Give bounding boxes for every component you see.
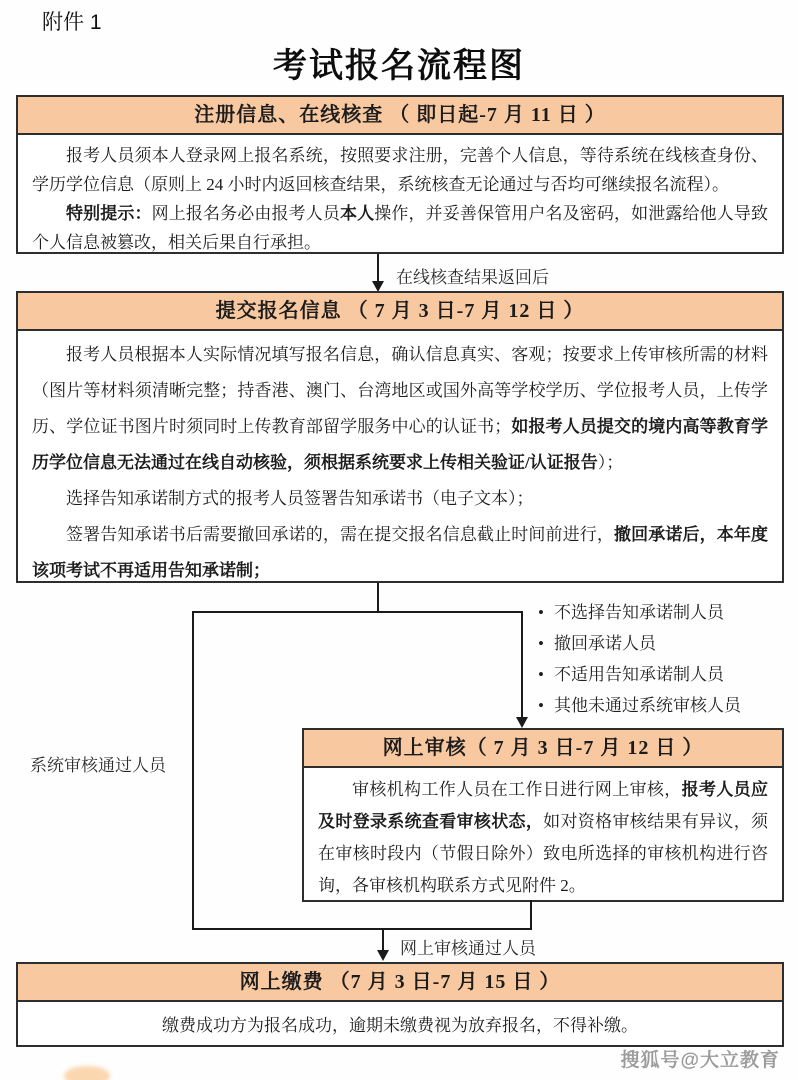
flow-connector-line bbox=[377, 254, 379, 282]
text-run: 特别提示： bbox=[66, 204, 152, 223]
text-run: 报考人员根据本人实际情况填写报名信息，确认信息真实、客观；按要求上传审核所需的材料（图片等材料须清晰完整；持香港、澳门、台湾地区或国外高等学校学历、学位报考人员，上传学历、学位证书图片时须同时上传教育部留学服务中心的认证书； bbox=[32, 345, 768, 436]
text-run: 报考人员须本人登录网上报名系统，按照要求注册，完善个人信息，等待系统在线核查身份、学历学位信息（原则上 24 小时内返回核查结果，系统核查无论通过与否均可继续报名流程）。 bbox=[32, 146, 768, 194]
text-run: 签署告知承诺书后需要撤回承诺的，需在提交报名信息截止时间前进行， bbox=[66, 525, 614, 544]
flow-connector-line bbox=[192, 928, 532, 930]
step-box-online-review bbox=[302, 728, 784, 902]
paragraph bbox=[32, 141, 768, 199]
paragraph bbox=[32, 1013, 768, 1039]
step-box-registration bbox=[16, 95, 784, 254]
step-body-online-review bbox=[304, 768, 782, 902]
watermark-text: 搜狐号@大立教育 bbox=[620, 1050, 780, 1071]
step-header-submit-info: 提交报名信息 （ 7 月 3 日-7 月 12 日 ） bbox=[18, 293, 782, 331]
arrow-down-icon bbox=[516, 717, 528, 728]
paragraph bbox=[32, 517, 768, 583]
left-branch-label: 系统审核通过人员 bbox=[30, 756, 166, 775]
flow-connector-line bbox=[192, 611, 194, 930]
branch-bullet-list bbox=[538, 597, 788, 721]
step-box-submit-info bbox=[16, 291, 784, 583]
bullet-item: • 不选择告知承诺制人员 bbox=[538, 597, 788, 628]
step-body-registration bbox=[18, 135, 782, 254]
text-run: 本人 bbox=[340, 204, 375, 223]
text-run: 撤回承诺后，本年度该项考试不再适用告知承诺制； bbox=[32, 525, 768, 580]
text-run: 审核机构工作人员在工作日进行网上审核， bbox=[352, 780, 682, 799]
step-body-payment bbox=[18, 1002, 782, 1043]
flow-connector-line bbox=[377, 583, 379, 613]
text-run: 如对资格审核结果有异议，须在审核时段内（节假日除外）致电所选择的审核机构进行咨询，各审核机构联系方式见附件 2。 bbox=[318, 812, 769, 895]
bullet-item: • 其他未通过系统审核人员 bbox=[538, 690, 788, 721]
step-header-registration: 注册信息、在线核查 （ 即日起-7 月 11 日 ） bbox=[18, 97, 782, 135]
arrow1-label: 在线核查结果返回后 bbox=[396, 268, 549, 287]
orange-smudge-decoration bbox=[64, 1066, 110, 1080]
text-run: 操作，并妥善保管用户名及密码，如泄露给他人导致个人信息被篡改，相关后果自行承担。 bbox=[32, 204, 768, 252]
arrow-down-icon bbox=[377, 950, 389, 961]
step-body-submit-info bbox=[18, 331, 782, 583]
text-run: 选择告知承诺制方式的报考人员签署告知承诺书（电子文本）； bbox=[66, 489, 534, 508]
step-header-payment: 网上缴费 （7 月 3 日-7 月 15 日 ） bbox=[18, 964, 782, 1002]
bullet-item: • 撤回承诺人员 bbox=[538, 628, 788, 659]
text-run: ）； bbox=[597, 453, 624, 472]
text-run: 报考人员应及时登录系统查看审核状态， bbox=[318, 780, 769, 831]
flow-connector-line bbox=[192, 611, 523, 613]
text-run: 缴费成功方为报名成功，逾期未缴费视为放弃报名，不得补缴。 bbox=[162, 1016, 638, 1035]
text-run: 网上报名务必由报考人员 bbox=[151, 204, 340, 223]
attachment-label: 附件 1 bbox=[42, 11, 102, 34]
paragraph bbox=[32, 199, 768, 254]
paragraph bbox=[318, 774, 768, 902]
paragraph bbox=[32, 481, 768, 517]
bullet-item: • 不适用告知承诺制人员 bbox=[538, 659, 788, 690]
flow-connector-line bbox=[521, 611, 523, 718]
text-run: 如报考人员提交的境内高等教育学历学位信息无法通过在线自动核验，须根据系统要求上传相关验证/认证报告 bbox=[32, 417, 769, 472]
flow-connector-line bbox=[382, 928, 384, 952]
step-box-payment bbox=[16, 962, 784, 1047]
page-title: 考试报名流程图 bbox=[273, 48, 525, 85]
paragraph bbox=[32, 337, 768, 481]
merge-label: 网上审核通过人员 bbox=[400, 939, 536, 958]
step-header-online-review: 网上审核（ 7 月 3 日-7 月 12 日 ） bbox=[304, 730, 782, 768]
flow-connector-line bbox=[530, 900, 532, 930]
